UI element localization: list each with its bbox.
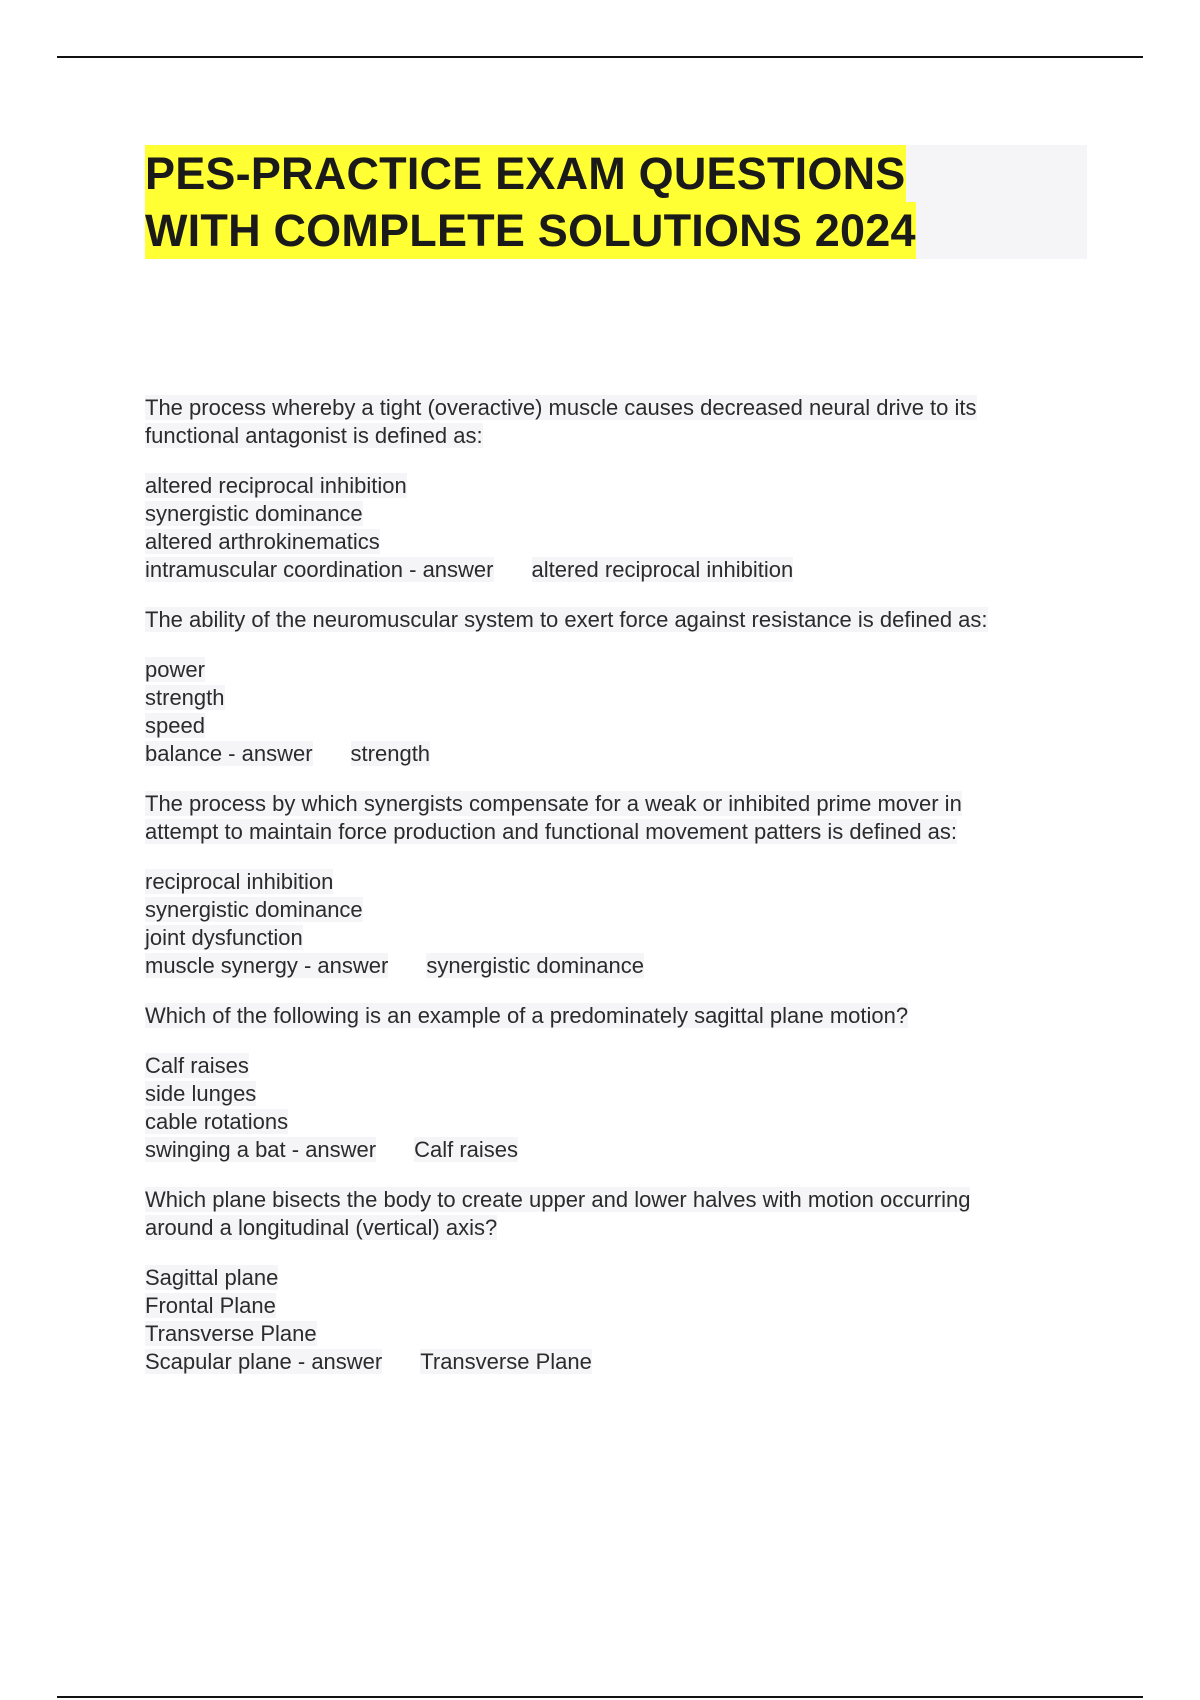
- answer-text: altered reciprocal inhibition: [531, 557, 794, 582]
- question-3-text-line-2: attempt to maintain force production and functional movement patters is defined as:: [145, 819, 958, 844]
- question-2-text: [145, 606, 1095, 634]
- question-5-text-line-1: Which plane bisects the body to create upper and lower halves with motion occurring: [145, 1187, 971, 1212]
- question-2-text-line-1: The ability of the neuromuscular system to exert force against resistance is defined as:: [145, 607, 988, 632]
- question-4-text: [145, 1002, 1095, 1030]
- question-3: [145, 790, 1095, 980]
- question-list: [145, 394, 1095, 1398]
- option-with-answer: muscle synergy - answer synergistic dominance: [145, 953, 644, 978]
- question-2: [145, 606, 1095, 768]
- title-line-2: WITH COMPLETE SOLUTIONS 2024: [145, 202, 916, 259]
- option: joint dysfunction: [145, 925, 303, 950]
- question-1-text: [145, 394, 1095, 450]
- answer-text: synergistic dominance: [426, 953, 644, 978]
- question-1-text-line-1: The process whereby a tight (overactive) muscle causes decreased neural drive to its: [145, 395, 977, 420]
- question-5-text: [145, 1186, 1095, 1242]
- option: Frontal Plane: [145, 1293, 276, 1318]
- option: altered reciprocal inhibition: [145, 473, 407, 498]
- question-3-text: [145, 790, 1095, 846]
- option: side lunges: [145, 1081, 257, 1106]
- option-with-answer: balance - answer strength: [145, 741, 431, 766]
- top-rule: [57, 56, 1143, 58]
- option: reciprocal inhibition: [145, 869, 334, 894]
- option-with-answer: swinging a bat - answer Calf raises: [145, 1137, 519, 1162]
- option: power: [145, 657, 205, 682]
- question-5: [145, 1186, 1095, 1376]
- question-2-options: [145, 656, 1095, 768]
- title-line-1: PES-PRACTICE EXAM QUESTIONS: [145, 145, 906, 202]
- question-3-text-line-1: The process by which synergists compensate for a weak or inhibited prime mover in: [145, 791, 962, 816]
- option: speed: [145, 713, 205, 738]
- document-title: [145, 145, 1087, 259]
- option: synergistic dominance: [145, 501, 363, 526]
- answer-text: Transverse Plane: [420, 1349, 592, 1374]
- question-3-options: [145, 868, 1095, 980]
- bottom-rule: [57, 1696, 1143, 1698]
- question-5-text-line-2: around a longitudinal (vertical) axis?: [145, 1215, 498, 1240]
- question-4-options: [145, 1052, 1095, 1164]
- option: strength: [145, 685, 225, 710]
- answer-text: Calf raises: [414, 1137, 519, 1162]
- option: Calf raises: [145, 1053, 249, 1078]
- question-1: [145, 394, 1095, 584]
- answer-text: strength: [350, 741, 431, 766]
- question-1-options: [145, 472, 1095, 584]
- option: synergistic dominance: [145, 897, 363, 922]
- question-5-options: [145, 1264, 1095, 1376]
- option: altered arthrokinematics: [145, 529, 380, 554]
- option-with-answer: Scapular plane - answer Transverse Plane: [145, 1349, 592, 1374]
- option: Transverse Plane: [145, 1321, 317, 1346]
- option: Sagittal plane: [145, 1265, 279, 1290]
- question-4: [145, 1002, 1095, 1164]
- option-with-answer: intramuscular coordination - answer altered reciprocal inhibition: [145, 557, 794, 582]
- option: cable rotations: [145, 1109, 289, 1134]
- question-4-text-line-1: Which of the following is an example of a predominately sagittal plane motion?: [145, 1003, 909, 1028]
- question-1-text-line-2: functional antagonist is defined as:: [145, 423, 483, 448]
